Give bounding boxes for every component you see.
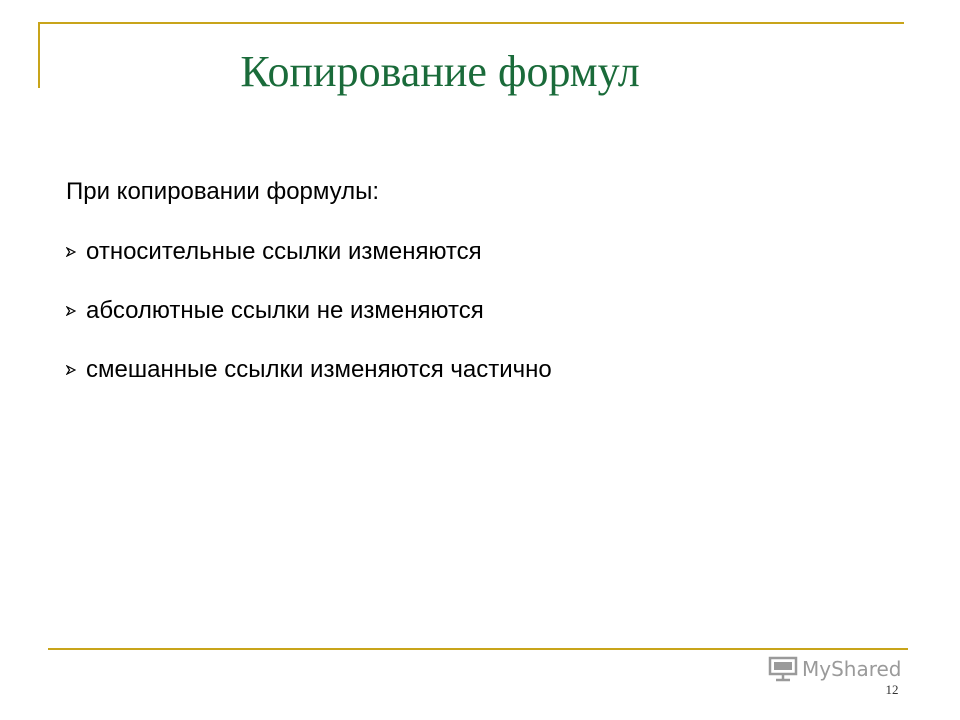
watermark-logo <box>768 655 902 683</box>
bullet-list <box>66 232 552 409</box>
arrowhead-bullet-icon <box>66 247 80 257</box>
arrowhead-bullet-icon <box>66 306 80 316</box>
presentation-board-icon <box>768 656 798 682</box>
slide-title: Копирование формул <box>240 47 640 96</box>
list-item <box>66 350 552 390</box>
arrowhead-bullet-icon <box>66 365 80 375</box>
bullet-text: абсолютные ссылки не изменяются <box>86 297 484 324</box>
top-frame-line <box>38 22 904 24</box>
intro-text: При копировании формулы: <box>66 178 380 205</box>
list-item <box>66 232 552 272</box>
watermark-text: MyShared <box>802 657 902 681</box>
page-number: 12 <box>885 682 899 697</box>
bullet-text: смешанные ссылки изменяются частично <box>86 356 552 383</box>
bullet-text: относительные ссылки изменяются <box>86 238 482 265</box>
list-item <box>66 291 552 331</box>
bottom-frame-line <box>48 648 908 650</box>
